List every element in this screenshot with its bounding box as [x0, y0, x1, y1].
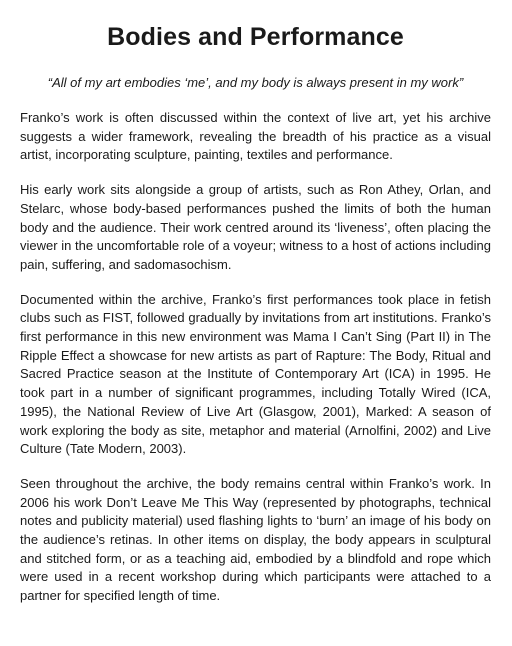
- body-paragraph-1: Franko’s work is often discussed within the context of live art, yet his archive suggests a wider framework, revealing the breadth of his practice as a visual artist, incorporating sculpture, painting, textiles and performance.: [20, 110, 491, 163]
- epigraph-quote: “All of my art embodies ‘me’, and my body is always present in my work”: [47, 75, 464, 90]
- body-paragraph-4: Seen throughout the archive, the body remains central within Franko’s work. In 2006 his work Don’t Leave Me This Way (represented by photographs, technical notes and publicity material) used flashing lights to ‘burn’ an image of his body on the audience’s retinas. In other items on display, the body appears in sculptural and stitched form, or as a teaching aid, embodied by a blindfold and rope which were used in a recent workshop during which participants were attached to a partner for specified length of time.: [20, 475, 491, 604]
- body-paragraph-3: Documented within the archive, Franko’s first performances took place in fetish clubs such as FIST, followed gradually by invitations from art institutions. Franko’s first performance in this new environment was Mama I Can’t Sing (Part II) in The Ripple Effect a showcase for new artists as part of Rapture: The Body, Ritual and Sacred Practice season at the Institute of Contemporary Art (ICA) in 1995. He took part in a number of significant programmes, including Totally Wired (ICA, 1995), the National Review of Live Art (Glasgow, 2001), Marked: A season of work exploring the body as site, metaphor and material (Arnolfini, 2002) and Live Culture (Tate Modern, 2003).: [20, 291, 491, 457]
- body-paragraph-2: His early work sits alongside a group of artists, such as Ron Athey, Orlan, and Stelarc, whose body-based performances pushed the limits of both the human body and the audience. Their work centred around its ‘liveness’, often placing the viewer in the uncomfortable role of a voyeur; witness to a host of actions including pain, suffering, and sadomasochism.: [20, 182, 491, 272]
- page-title: Bodies and Performance: [107, 23, 404, 51]
